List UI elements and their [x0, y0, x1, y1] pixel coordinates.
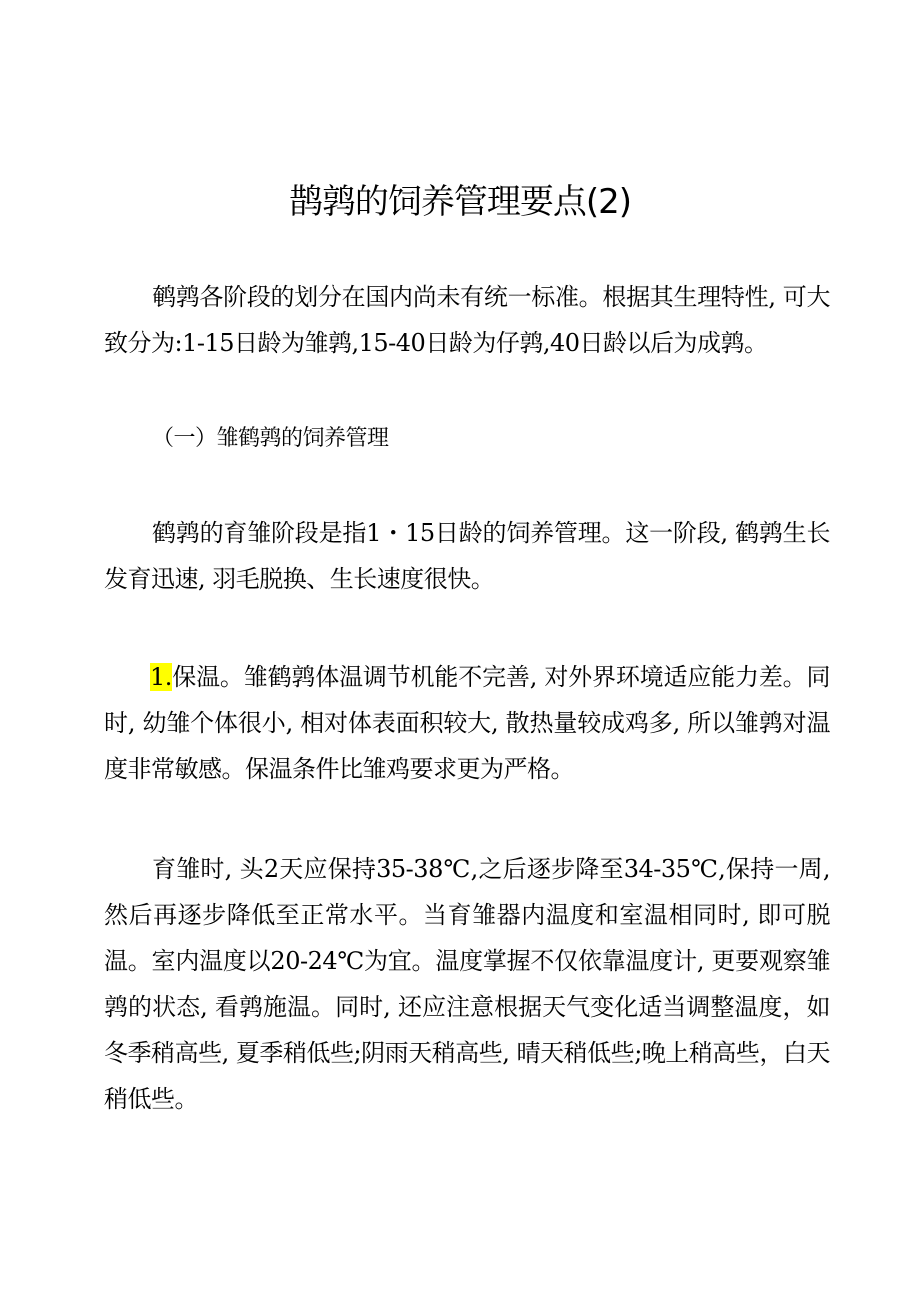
- paragraph-brooding-stage: 鹤鹑的育雏阶段是指1・15日龄的饲养管理。这一阶段, 鹤鹑生长发育迅速, 羽毛脱换、生长速度很快。: [104, 519, 830, 593]
- paragraph-temperature-control: 育雏时, 头2天应保持35-38℃,之后逐步降至34-35℃,保持一周, 然后再逐步降低至正常水平。当育雏器内温度和室温相同时, 即可脱温。室内温度以20-24℃为宜。温度掌握不仅依靠温度计, 更要观察雏鹑的状态, 看鹑施温。同时, 还应注意根据天气变化适当调整温度，如冬季稍高些, 夏季稍低些;阴雨天稍高些, 晴天稍低些;晚上稍高些，白天稍低些。: [104, 855, 830, 1113]
- section-heading-chick-management: （一）雏鹤鹑的饲养管理: [152, 426, 389, 451]
- document-title: 鹊鹑的饲养管理要点(2): [288, 182, 632, 222]
- paragraph-keep-warm: [104, 654, 830, 792]
- paragraph-keep-warm-text: 保温。雏鹤鹑体温调节机能不完善, 对外界环境适应能力差。同时, 幼雏个体很小, 相对体表面积较大, 散热量较成鸡多, 所以雏鹑对温度非常敏感。保温条件比雏鸡要求更为严格。: [104, 663, 830, 783]
- paragraph-stage-division: 鹌鹑各阶段的划分在国内尚未有统一标准。根据其生理特性, 可大致分为:1-15日龄为雏鹑,15-40日龄为仔鹑,40日龄以后为成鹑。: [104, 283, 830, 357]
- list-marker-highlight: 1.: [150, 663, 172, 691]
